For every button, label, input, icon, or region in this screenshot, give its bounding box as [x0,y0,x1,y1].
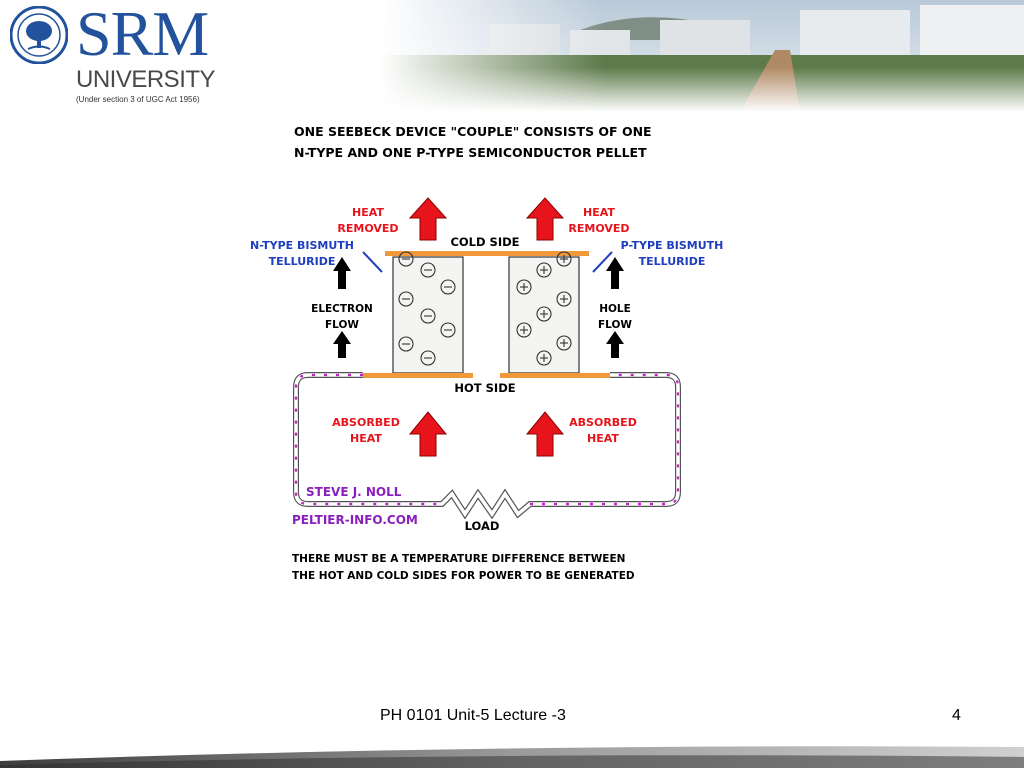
hole-flow-line1: HOLE [599,303,631,315]
load-label: LOAD [464,519,500,533]
caption-line1: THERE MUST BE A TEMPERATURE DIFFERENCE BETWEEN [292,553,626,565]
university-seal-icon [10,6,68,64]
slide-number: 4 [952,707,961,724]
absorbed-heat-arrow-right [527,412,563,456]
caption-line2: THE HOT AND COLD SIDES FOR POWER TO BE GENERATED [292,570,635,582]
hole-flow-arrow-top [606,257,624,289]
n-type-label-line1: N-TYPE BISMUTH [249,239,355,252]
footer-course-info: PH 0101 Unit-5 Lecture -3 [380,707,566,724]
n-type-pointer [363,252,382,272]
heat-removed-left-line1: HEAT [352,206,384,219]
diagram-title-line2: N-TYPE AND ONE P-TYPE SEMICONDUCTOR PELLET [294,145,647,160]
absorbed-heat-left-line2: HEAT [350,432,382,445]
absorbed-heat-arrow-left [410,412,446,456]
n-type-label-line2: TELLURIDE [268,255,336,268]
electron-flow-line2: FLOW [325,319,359,331]
campus-photo [380,0,1024,112]
absorbed-heat-right-line1: ABSORBED [569,416,637,429]
hole-flow-arrow-bottom [606,331,624,358]
hole-flow-line2: FLOW [598,319,632,331]
hot-side-plate-left [363,373,473,378]
slide-header [0,0,1024,112]
electron-flow-arrow-bottom [333,331,351,358]
diagram-title-line1: ONE SEEBECK DEVICE "COUPLE" CONSISTS OF ONE [294,124,652,139]
p-type-label-line2: TELLURIDE [638,255,706,268]
heat-removed-arrow-right [527,198,563,240]
website-credit: PELTIER-INFO.COM [292,513,418,527]
footer-swoosh [0,735,1024,768]
heat-removed-left-line2: REMOVED [337,222,399,235]
logo-note: (Under section 3 of UGC Act 1956) [76,95,200,104]
heat-removed-right-line1: HEAT [583,206,615,219]
author-credit: STEVE J. NOLL [306,485,402,499]
seebeck-diagram [230,112,750,592]
n-type-pellet [393,257,463,373]
heat-removed-arrow-left [410,198,446,240]
logo-subtitle: UNIVERSITY [76,66,216,93]
electron-flow-arrow-top [333,257,351,289]
hot-side-label: HOT SIDE [454,381,516,395]
hot-side-plate-right [500,373,610,378]
cold-side-label: COLD SIDE [450,235,520,249]
p-type-label-line1: P-TYPE BISMUTH [620,239,724,252]
absorbed-heat-right-line2: HEAT [587,432,619,445]
logo-title: SRM [76,0,209,69]
absorbed-heat-left-line1: ABSORBED [332,416,400,429]
electron-flow-line1: ELECTRON [311,303,373,315]
heat-removed-right-line2: REMOVED [568,222,630,235]
